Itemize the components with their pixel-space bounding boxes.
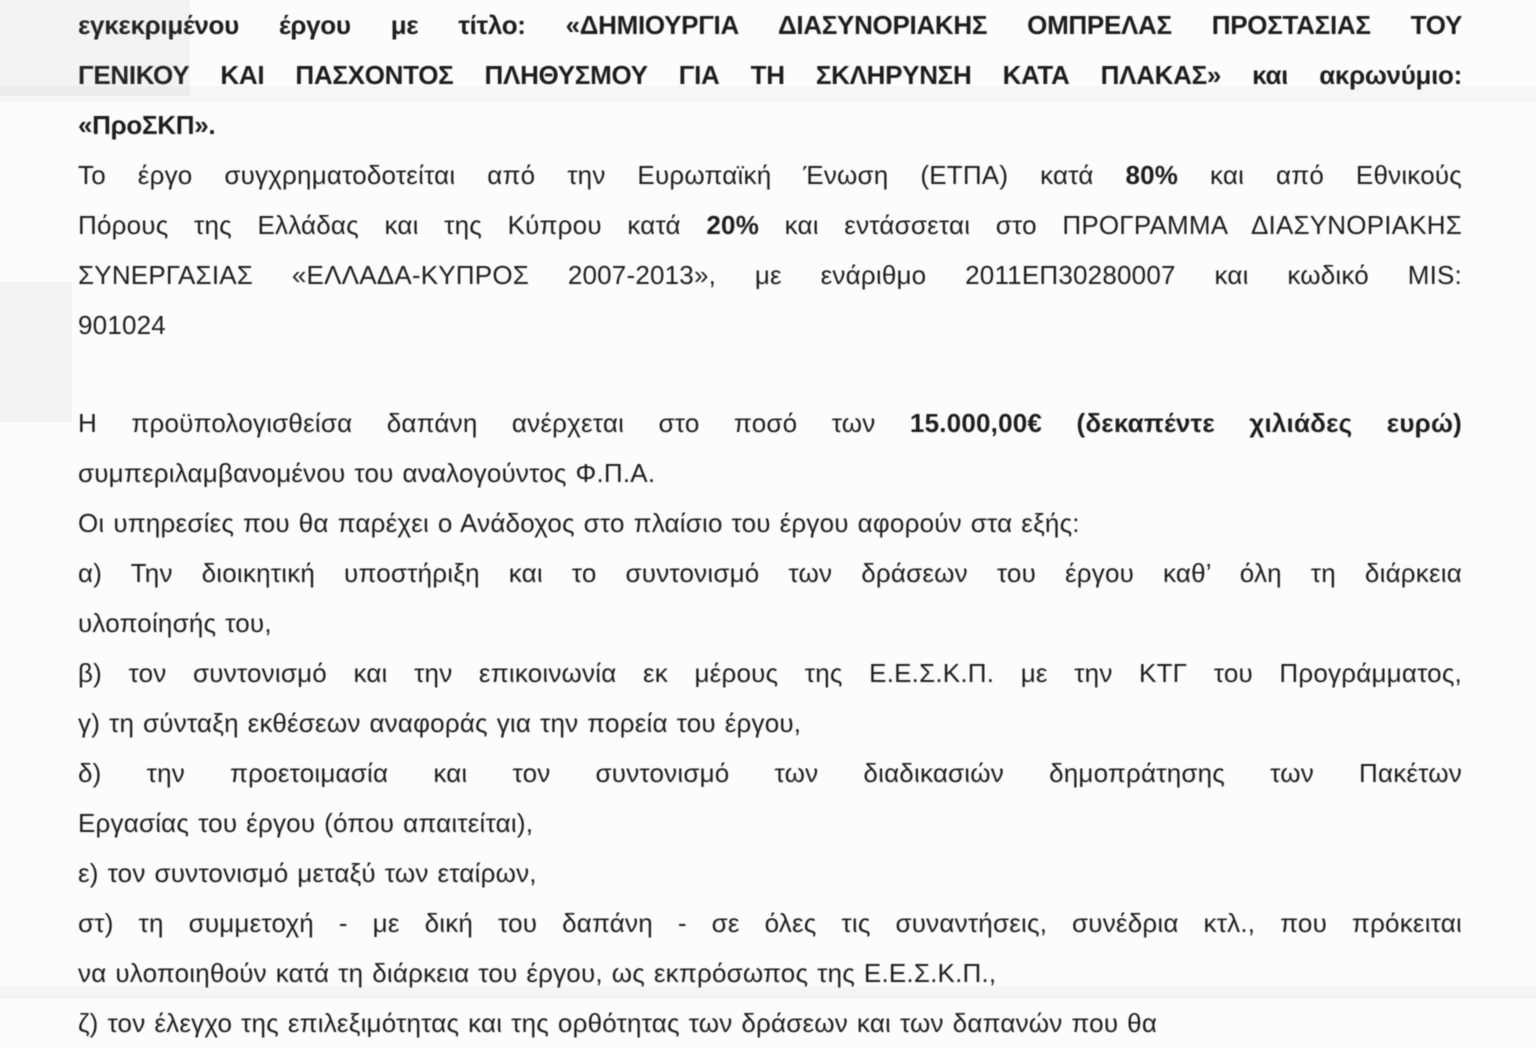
title-acronym-line: «ΠροΣΚΠ». (78, 110, 216, 140)
service-item-z-cut-off: ζ) τον έλεγχο της επιλεξιμότητας και της ορθότητας των δράσεων και των δαπανών που θα (78, 1008, 1158, 1038)
funding-line-1 (78, 150, 1462, 200)
funding-text-pre2: Πόρους της Ελλάδας και της Κύπρου κατά (78, 210, 707, 240)
budget-line-2: συμπεριλαμβανομένου του αναλογούντος Φ.Π.Α. (78, 458, 656, 488)
scan-artifact-left-edge (0, 282, 72, 422)
funding-text-pre: Το έργο συγχρηματοδοτείται από την Ευρωπαϊκή Ένωση (ΕΤΠΑ) κατά (78, 160, 1126, 190)
funding-text-post: και από Εθνικούς (1178, 160, 1462, 190)
funding-mis-code: 901024 (78, 310, 166, 340)
budget-text-pre: Η προϋπολογισθείσα δαπάνη ανέρχεται στο ποσό των (78, 408, 910, 438)
funding-percent-national: 20% (706, 210, 760, 240)
service-item-a-line-2: υλοποίησής του, (78, 608, 272, 638)
budget-line-1 (78, 398, 1462, 448)
funding-line-3: ΣΥΝΕΡΓΑΣΙΑΣ «ΕΛΛΑΔΑ-ΚΥΠΡΟΣ 2007-2013», με ενάριθμο 2011ΕΠ30280007 και κωδικό MIS: (78, 260, 1462, 290)
document-page (78, 0, 1462, 1048)
funding-percent-eu: 80% (1125, 160, 1179, 190)
service-item-d-line-2: Εργασίας του έργου (όπου απαιτείται), (78, 808, 534, 838)
service-item-d-line-1: δ) την προετοιμασία και τον συντονισμό των διαδικασιών δημοπράτησης των Πακέτων (78, 758, 1462, 788)
title-line-1: εγκεκριμένου έργου με τίτλο: «ΔΗΜΙΟΥΡΓΙΑ ΔΙΑΣΥΝΟΡΙΑΚΗΣ ΟΜΠΡΕΛΑΣ ΠΡΟΣΤΑΣΙΑΣ ΤΟΥ (78, 10, 1462, 40)
service-item-g: γ) τη σύνταξη εκθέσεων αναφοράς για την πορεία του έργου, (78, 708, 802, 738)
title-line-2: ΓΕΝΙΚΟΥ ΚΑΙ ΠΑΣΧΟΝΤΟΣ ΠΛΗΘΥΣΜΟΥ ΓΙΑ ΤΗ ΣΚΛΗΡΥΝΣΗ ΚΑΤΑ ΠΛΑΚΑΣ» και ακρωνύμιο: (78, 60, 1462, 90)
service-item-e: ε) τον συντονισμό μεταξύ των εταίρων, (78, 858, 537, 888)
funding-line-2 (78, 200, 1462, 250)
funding-text-post2: και εντάσσεται στο ΠΡΟΓΡΑΜΜΑ ΔΙΑΣΥΝΟΡΙΑΚΗΣ (759, 210, 1462, 240)
service-item-st-line-2: να υλοποιηθούν κατά τη διάρκεια του έργου, ως εκπρόσωπος της Ε.Ε.Σ.Κ.Π., (78, 958, 997, 988)
service-item-b: β) τον συντονισμό και την επικοινωνία εκ μέρους της Ε.Ε.Σ.Κ.Π. με την ΚΤΓ του Προγράμματος, (78, 658, 1462, 688)
service-item-a-line-1: α) Την διοικητική υποστήριξη και το συντονισμό των δράσεων του έργου καθ’ όλη τη διάρκεια (78, 558, 1462, 588)
service-item-st-line-1: στ) τη συμμετοχή - με δική του δαπάνη - σε όλες τις συναντήσεις, συνέδρια κτλ., που πρόκειται (78, 908, 1462, 938)
budget-amount: 15.000,00€ (δεκαπέντε χιλιάδες ευρώ) (909, 408, 1462, 438)
services-intro: Οι υπηρεσίες που θα παρέχει ο Ανάδοχος στο πλαίσιο του έργου αφορούν στα εξής: (78, 508, 1080, 538)
